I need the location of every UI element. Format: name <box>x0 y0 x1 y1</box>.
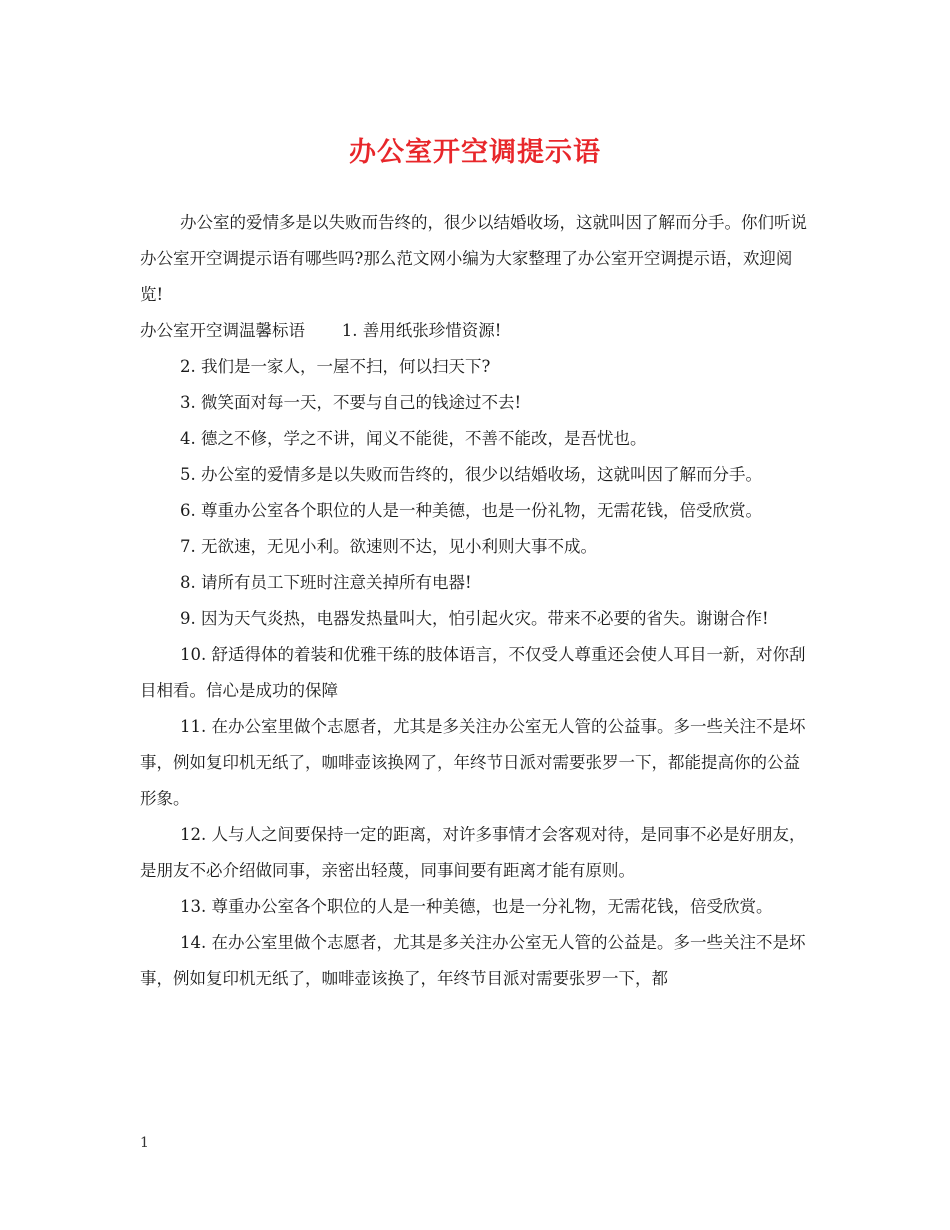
document-body <box>140 205 815 997</box>
list-item: 5. 办公室的爱情多是以失败而告终的，很少以结婚收场，这就叫因了解而分手。 <box>180 465 762 484</box>
intro-paragraph: 办公室的爱情多是以失败而告终的，很少以结婚收场，这就叫因了解而分手。你们听说办公室开空调提示语有哪些吗?那么范文网小编为大家整理了办公室开空调提示语，欢迎阅览! <box>140 213 807 304</box>
list-item: 8. 请所有员工下班时注意关掉所有电器! <box>180 573 472 592</box>
list-item: 11. 在办公室里做个志愿者，尤其是多关注办公室无人管的公益事。多一些关注不是坏事，例如复印机无纸了，咖啡壶该换网了，年终节日派对需要张罗一下，都能提高你的公益形象。 <box>140 717 806 808</box>
section-heading: 办公室开空调温馨标语 <box>140 321 305 340</box>
page-number: 1 <box>140 1135 149 1151</box>
list-item: 9. 因为天气炎热，电器发热量叫大，怕引起火灾。带来不必要的省失。谢谢合作! <box>180 609 769 628</box>
list-item: 4. 德之不修，学之不讲，闻义不能徙，不善不能改，是吾忧也。 <box>180 429 647 448</box>
section-heading-line <box>140 313 815 349</box>
list-item: 6. 尊重办公室各个职位的人是一种美德，也是一份礼物，无需花钱，倍受欣赏。 <box>180 501 762 520</box>
list-item: 13. 尊重办公室各个职位的人是一种美德，也是一分礼物，无需花钱，倍受欣赏。 <box>180 897 773 916</box>
list-item: 14. 在办公室里做个志愿者，尤其是多关注办公室无人管的公益是。多一些关注不是坏事，例如复印机无纸了，咖啡壶该换了，年终节目派对需要张罗一下，都 <box>140 933 806 988</box>
list-item: 3. 微笑面对每一天，不要与自己的钱途过不去! <box>180 393 522 412</box>
list-item: 7. 无欲速，无见小利。欲速则不达，见小利则大事不成。 <box>180 537 597 556</box>
list-item: 12. 人与人之间要保持一定的距离，对许多事情才会客观对待，是同事不必是好朋友，是朋友不必介绍做同事，亲密出轻蔑，同事间要有距离才能有原则。 <box>140 825 806 880</box>
list-item: 2. 我们是一家人，一屋不扫，何以扫天下? <box>180 357 491 376</box>
page-title: 办公室开空调提示语 <box>349 137 601 168</box>
list-item: 10. 舒适得体的着装和优雅干练的肢体语言，不仅受人尊重还会使人耳目一新，对你刮目相看。信心是成功的保障 <box>140 645 806 700</box>
list-item: 1. 善用纸张珍惜资源! <box>341 321 502 340</box>
